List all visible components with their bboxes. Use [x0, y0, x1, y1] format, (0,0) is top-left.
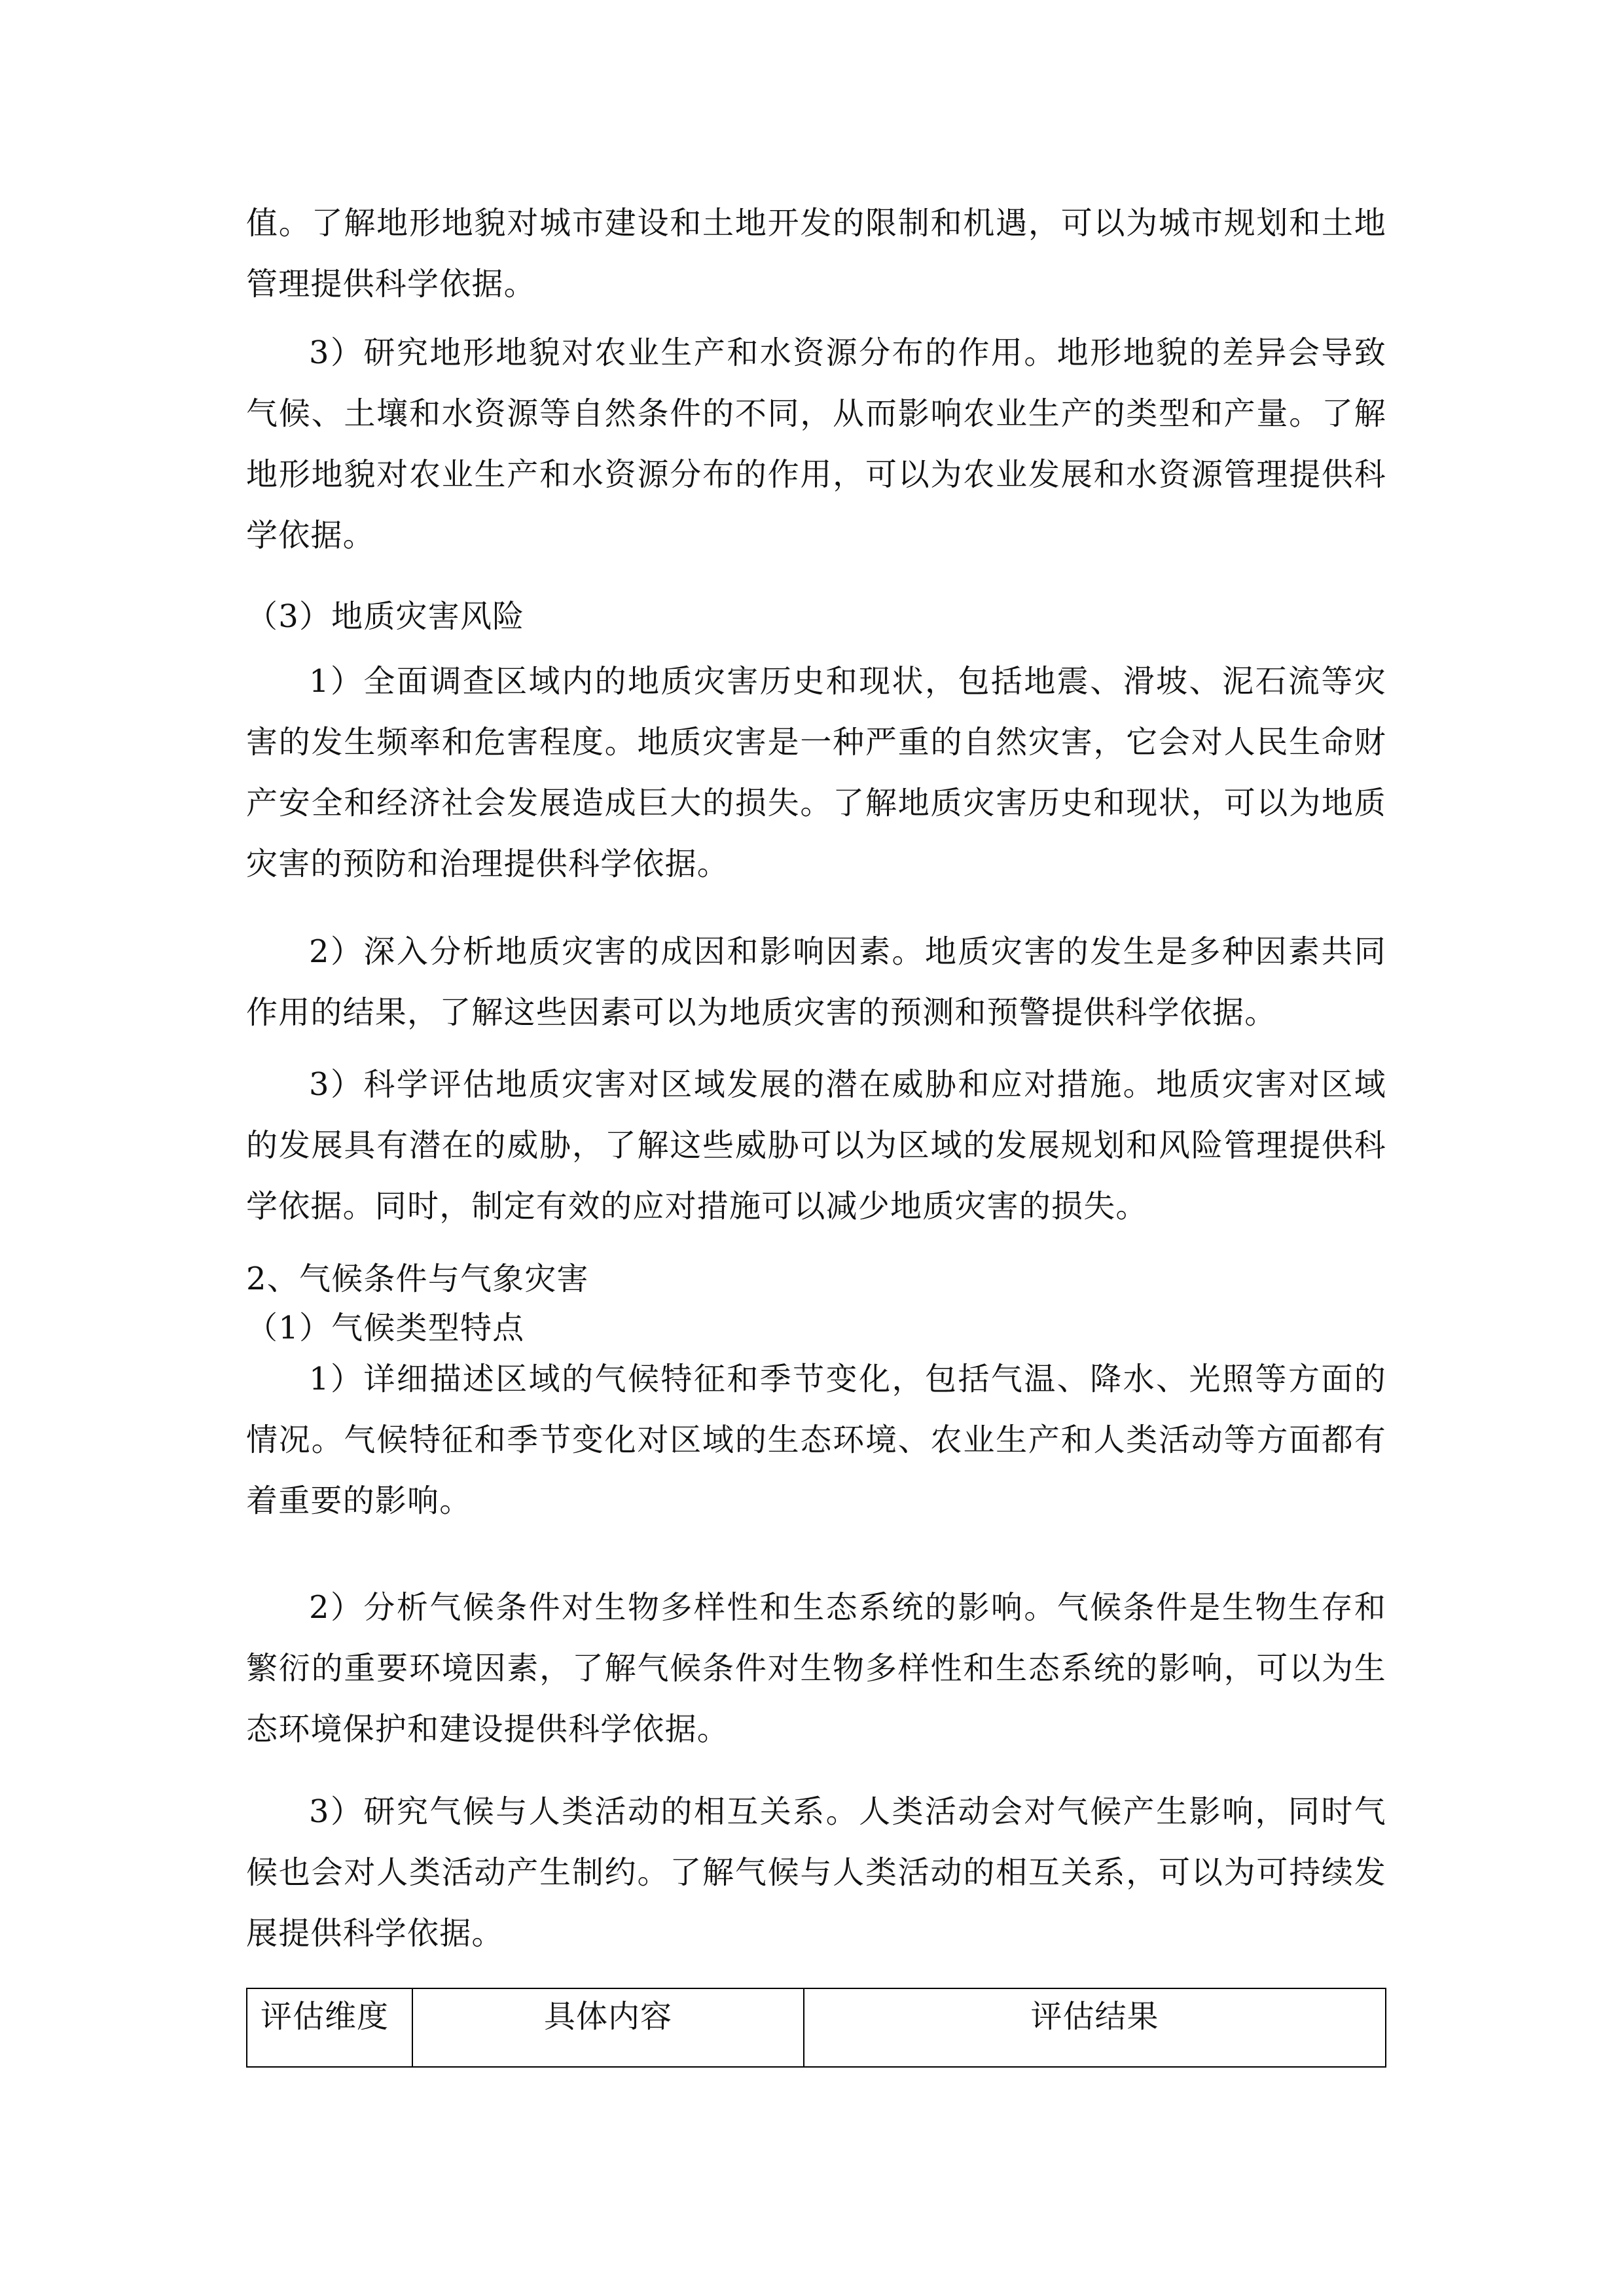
paragraph-hazard-causes: 2）深入分析地质灾害的成因和影响因素。地质灾害的发生是多种因素共同作用的结果，了解这些因素可以为地质灾害的预测和预警提供科学依据。 — [246, 933, 1386, 1031]
table-header-content: 具体内容 — [412, 1988, 804, 2067]
document-page — [246, 0, 1386, 2296]
paragraph-climate-biodiversity: 2）分析气候条件对生物多样性和生态系统的影响。气候条件是生物生存和繁衍的重要环境因素，了解气候条件对生物多样性和生态系统的影响，可以为生态环境保护和建设提供科学依据。 — [246, 1589, 1386, 1748]
paragraph-agriculture-water: 3）研究地形地貌对农业生产和水资源分布的作用。地形地貌的差异会导致气候、土壤和水资源等自然条件的不同，从而影响农业生产的类型和产量。了解地形地貌对农业生产和水资源分布的作用，可以为农业发展和水资源管理提供科学依据。 — [246, 334, 1386, 554]
assessment-table — [246, 1988, 1386, 2068]
table-header-dimension: 评估维度 — [247, 1988, 412, 2067]
heading-climate-types: （1）气候类型特点 — [246, 1310, 525, 1346]
paragraph-hazard-assessment: 3）科学评估地质灾害对区域发展的潜在威胁和应对措施。地质灾害对区域的发展具有潜在的威胁，了解这些威胁可以为区域的发展规划和风险管理提供科学依据。同时，制定有效的应对措施可以减少地质灾害的损失。 — [246, 1066, 1386, 1225]
paragraph-climate-human-activity: 3）研究气候与人类活动的相互关系。人类活动会对气候产生影响，同时气候也会对人类活动产生制约。了解气候与人类活动的相互关系，可以为可持续发展提供科学依据。 — [246, 1793, 1386, 1952]
table-header-result: 评估结果 — [804, 1988, 1386, 2067]
table-header-row — [247, 1988, 1386, 2067]
paragraph-climate-features: 1）详细描述区域的气候特征和季节变化，包括气温、降水、光照等方面的情况。气候特征和季节变化对区域的生态环境、农业生产和人类活动等方面都有着重要的影响。 — [246, 1361, 1386, 1519]
heading-geological-hazard-risk: （3）地质灾害风险 — [246, 598, 525, 635]
heading-climate-conditions: 2、气候条件与气象灾害 — [246, 1261, 589, 1297]
paragraph-hazard-survey: 1）全面调查区域内的地质灾害历史和现状，包括地震、滑坡、泥石流等灾害的发生频率和危害程度。地质灾害是一种严重的自然灾害，它会对人民生命财产安全和经济社会发展造成巨大的损失。了解地质灾害历史和现状，可以为地质灾害的预防和治理提供科学依据。 — [246, 663, 1386, 882]
paragraph-urban-planning: 值。了解地形地貌对城市建设和土地开发的限制和机遇，可以为城市规划和土地管理提供科学依据。 — [246, 205, 1386, 302]
